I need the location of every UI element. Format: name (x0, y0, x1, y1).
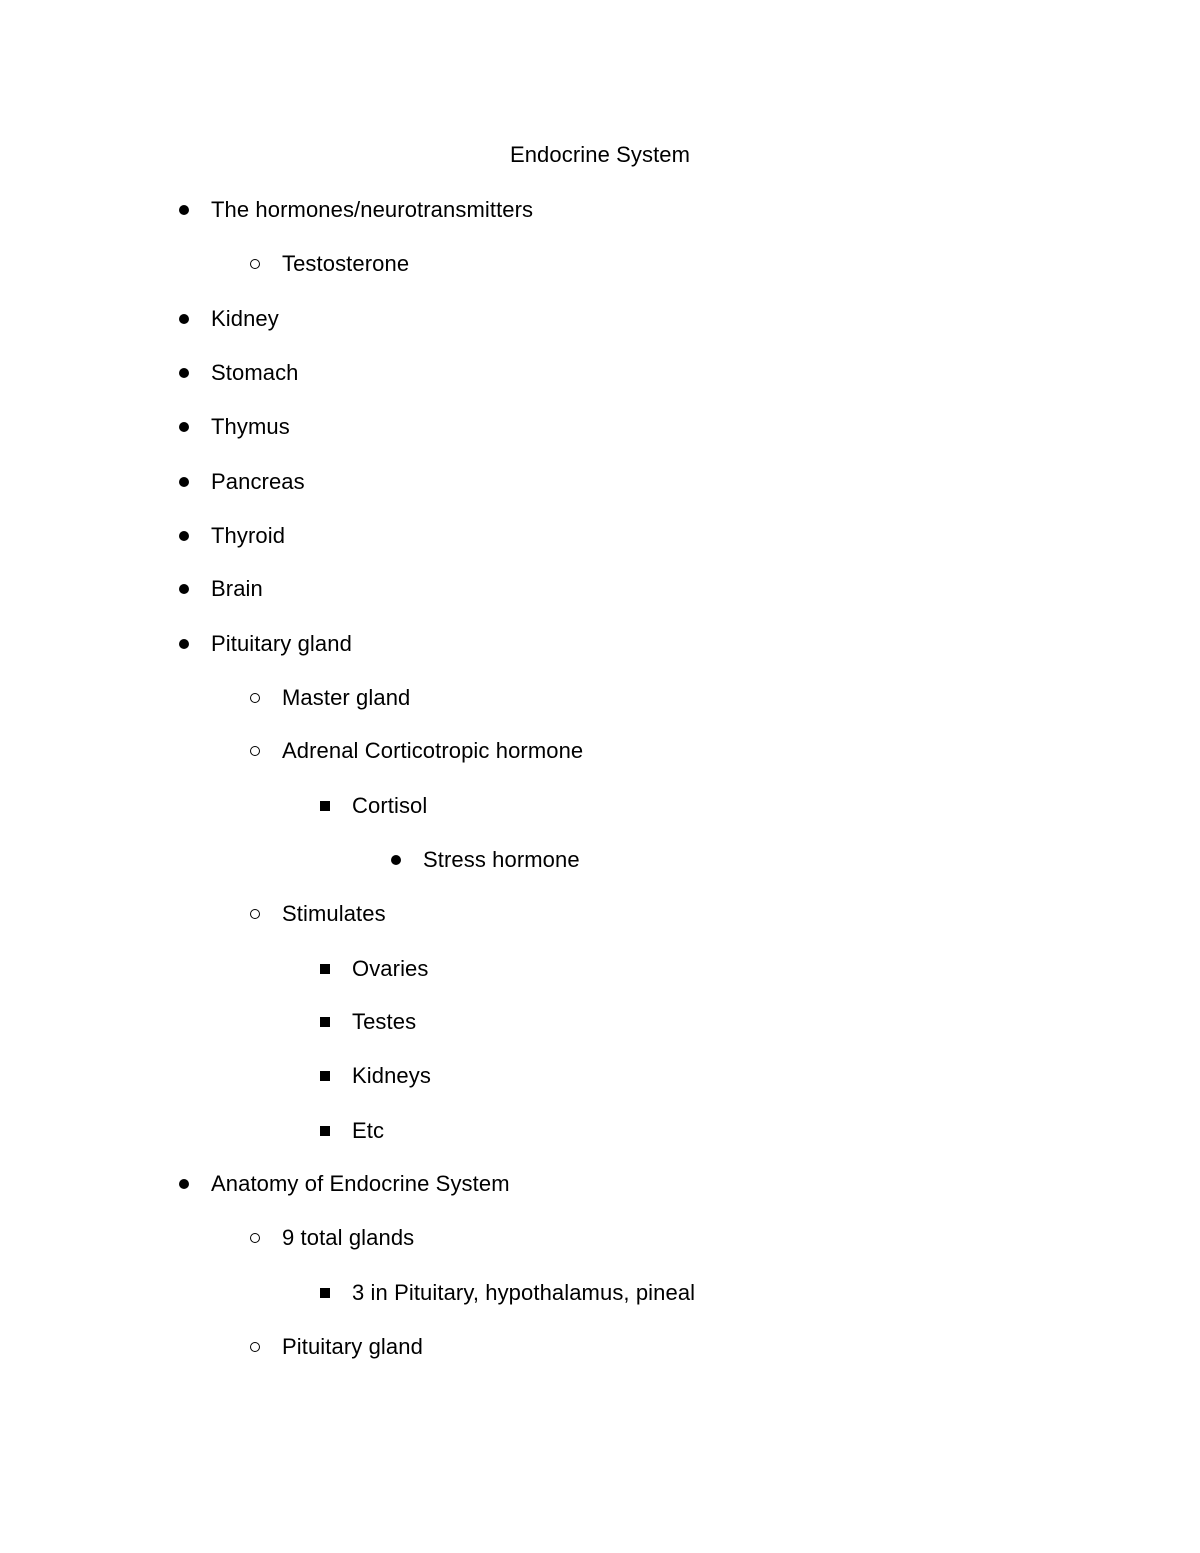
square-bullet-icon (315, 1061, 335, 1091)
list-item-text: Thyroid (211, 523, 286, 548)
list-item-text: Pituitary gland (282, 1334, 423, 1359)
list-item-text: Thymus (211, 414, 290, 439)
circle-bullet-icon (245, 899, 265, 929)
list-item-text: Etc (352, 1118, 385, 1143)
list-item-text: Adrenal Corticotropic hormone (282, 738, 584, 763)
square-bullet-icon (315, 954, 335, 984)
disc-bullet-icon (174, 195, 194, 225)
list-item-text: Master gland (282, 685, 411, 710)
square-bullet-icon (315, 1278, 335, 1308)
circle-bullet-icon (245, 1332, 265, 1362)
list-item-text: Testosterone (282, 251, 410, 276)
circle-bullet-icon (245, 249, 265, 279)
list-item-text: Ovaries (352, 956, 429, 981)
list-item-text: Pancreas (211, 469, 305, 494)
list-item-text: Brain (211, 576, 263, 601)
list-item-text: The hormones/neurotransmitters (211, 197, 534, 222)
square-bullet-icon (315, 791, 335, 821)
list-item-text: Pituitary gland (211, 631, 352, 656)
list-item-text: 3 in Pituitary, hypothalamus, pineal (352, 1280, 696, 1305)
disc-bullet-icon (174, 412, 194, 442)
document-title: Endocrine System (509, 142, 691, 167)
circle-bullet-icon (245, 683, 265, 713)
list-item-text: Testes (352, 1009, 417, 1034)
disc-bullet-icon (174, 629, 194, 659)
disc-bullet-icon (174, 358, 194, 388)
disc-bullet-icon (386, 845, 406, 875)
disc-bullet-icon (174, 521, 194, 551)
list-item-text: Stress hormone (423, 847, 580, 872)
disc-bullet-icon (174, 304, 194, 334)
square-bullet-icon (315, 1007, 335, 1037)
square-bullet-icon (315, 1116, 335, 1146)
list-item-text: Kidneys (352, 1063, 431, 1088)
list-item-text: Kidney (211, 306, 279, 331)
disc-bullet-icon (174, 1169, 194, 1199)
disc-bullet-icon (174, 574, 194, 604)
list-item-text: Cortisol (352, 793, 428, 818)
circle-bullet-icon (245, 1223, 265, 1253)
circle-bullet-icon (245, 736, 265, 766)
list-item-text: 9 total glands (282, 1225, 415, 1250)
list-item-text: Stomach (211, 360, 299, 385)
list-item-text: Anatomy of Endocrine System (211, 1171, 510, 1196)
disc-bullet-icon (174, 467, 194, 497)
list-item-text: Stimulates (282, 901, 386, 926)
